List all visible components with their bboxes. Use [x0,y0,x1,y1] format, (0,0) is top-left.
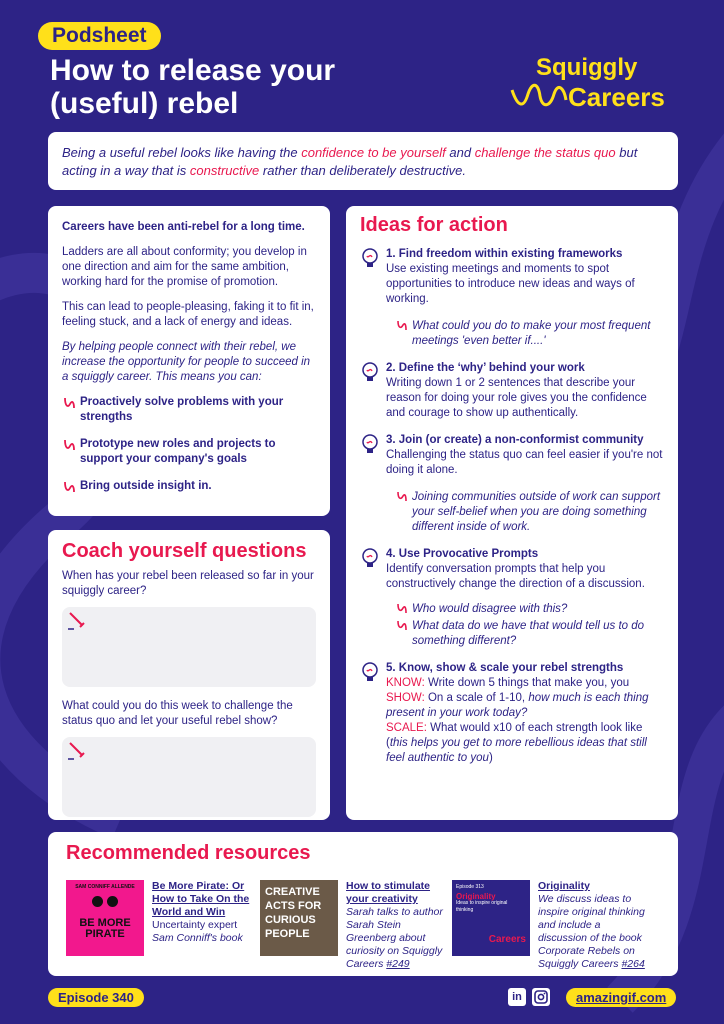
recommended-resources-card [48,832,678,976]
anti-rebel-para-2: This can lead to people-pleasing, faking it to fit in, feeling stuck, and a lack of energy and ideas. [62,301,314,328]
squiggly-careers-logo [510,54,690,114]
squiggle-bullet-icon [62,396,80,415]
intro-card [48,132,678,190]
answer-box-1[interactable] [62,607,316,687]
answer-box-2[interactable] [62,737,316,817]
episode-tag: Episode 340 [48,988,144,1007]
bullet-item: Proactively solve problems with your strengths [62,395,316,425]
instagram-icon[interactable] [532,988,550,1006]
squiggle-bullet-icon [396,490,412,535]
originality-text: Originality We discuss ideas to inspire original thinking and include a discussion of the book Corporate Rebels on Squiggly Careers #264 [538,880,648,971]
podsheet-tag: Podsheet [38,22,161,50]
coach-yourself-card [48,530,330,820]
coach-question-1: When has your rebel been released so far in your squiggly career? [62,570,314,597]
creative-acts-text: How to stimulate your creativity Sarah talks to author Sarah Stein Greenberg about curiosity on Squiggly Careers #249 [346,880,446,971]
squiggle-bullet-icon [396,319,412,349]
bullet-item: Prototype new roles and projects to support your company's goals [62,437,316,467]
intro-text: Being a useful rebel looks like having the confidence to be yourself and challenge the status quo but acting in a way that is constructive rather than deliberately destructive. [62,145,638,178]
be-more-pirate-link[interactable]: Be More Pirate: Or How to Take On the World and Win [152,880,250,918]
creative-acts-cover[interactable]: CREATIVE ACTS FOR CURIOUS PEOPLE [260,880,338,956]
coach-question-2: What could you do this week to challenge the status quo and let your useful rebel show? [62,700,293,727]
squiggle-logo-icon [510,82,570,112]
lightbulb-icon [360,547,380,569]
idea-1: 1. Find freedom within existing frameworks Use existing meetings and moments to spot opportunities to introduce new ideas and ways of working. What could you do to make your most frequent meetings 'even better if....' [360,247,664,349]
logo-text-careers: Careers [568,82,665,112]
bullet-item: Bring outside insight in. [62,479,316,499]
squiggle-bullet-icon [396,619,412,649]
originality-link[interactable]: Originality [538,880,590,892]
idea-4: 4. Use Provocative Prompts Identify conversation prompts that help you constructively change the direction of a discussion. Who would disagree with this? What data do we have that would tell us to do something different? [360,547,664,649]
anti-rebel-para-3: By helping people connect with their rebel, we increase the opportunity for people to succeed in a squiggly career. This means you can: [62,341,311,383]
idea-5: 5. Know, show & scale your rebel strengths KNOW: Write down 5 things that make you, you SHOW: On a scale of 1-10, how much is each thing present in your work today? SCALE: What would x10 of each strength look like (this helps you get to more rebellious ideas that still feel authentic to you) [360,661,664,766]
coach-heading: Coach yourself questions [62,540,307,562]
be-more-pirate-text: Be More Pirate: Or How to Take On the World and Win Uncertainty expert Sam Conniff's book [152,880,252,945]
stimulate-creativity-link[interactable]: How to stimulate your creativity [346,880,431,905]
pen-icon [66,609,88,631]
lightbulb-icon [360,661,380,683]
lightbulb-icon [360,361,380,383]
lightbulb-icon [360,247,380,269]
website-link[interactable]: amazingif.com [566,988,676,1007]
logo-text-squiggly: Squiggly [536,54,638,81]
squiggle-bullet-icon [62,438,80,457]
episode-264-link[interactable]: #264 [621,958,645,970]
anti-rebel-para-1: Ladders are all about conformity; you develop in one direction and aim for the same ambition, working hard for the promise of promotion. [62,246,307,288]
resources-heading: Recommended resources [66,842,311,864]
squiggle-bullet-icon [396,602,412,619]
idea-3: 3. Join (or create) a non-conformist community Challenging the status quo can feel easier if you're not doing it alone. Joining communities outside of work can support your self-belief when you are doing something different inside of work. [360,433,664,535]
pen-icon [66,739,88,761]
be-more-pirate-cover[interactable]: SAM CONNIFF ALLENDE BE MORE PIRATE [66,880,144,956]
originality-episode-cover[interactable]: Episode 313 Originality Ideas to inspire original thinking Careers [452,880,530,956]
linkedin-icon[interactable]: in [508,988,526,1006]
anti-rebel-card [48,206,330,516]
lightbulb-icon [360,433,380,455]
page-title: How to release your (useful) rebel [50,54,336,120]
episode-249-link[interactable]: #249 [386,958,410,970]
ideas-heading: Ideas for action [360,214,508,236]
squiggle-bullet-icon [62,480,80,499]
anti-rebel-heading: Careers have been anti-rebel for a long time. [62,221,305,233]
idea-2: 2. Define the ‘why’ behind your work Writing down 1 or 2 sentences that describe your reason for doing your role gives you the confidence and courage to show up authentically. [360,361,664,421]
ideas-for-action-card [346,206,678,820]
